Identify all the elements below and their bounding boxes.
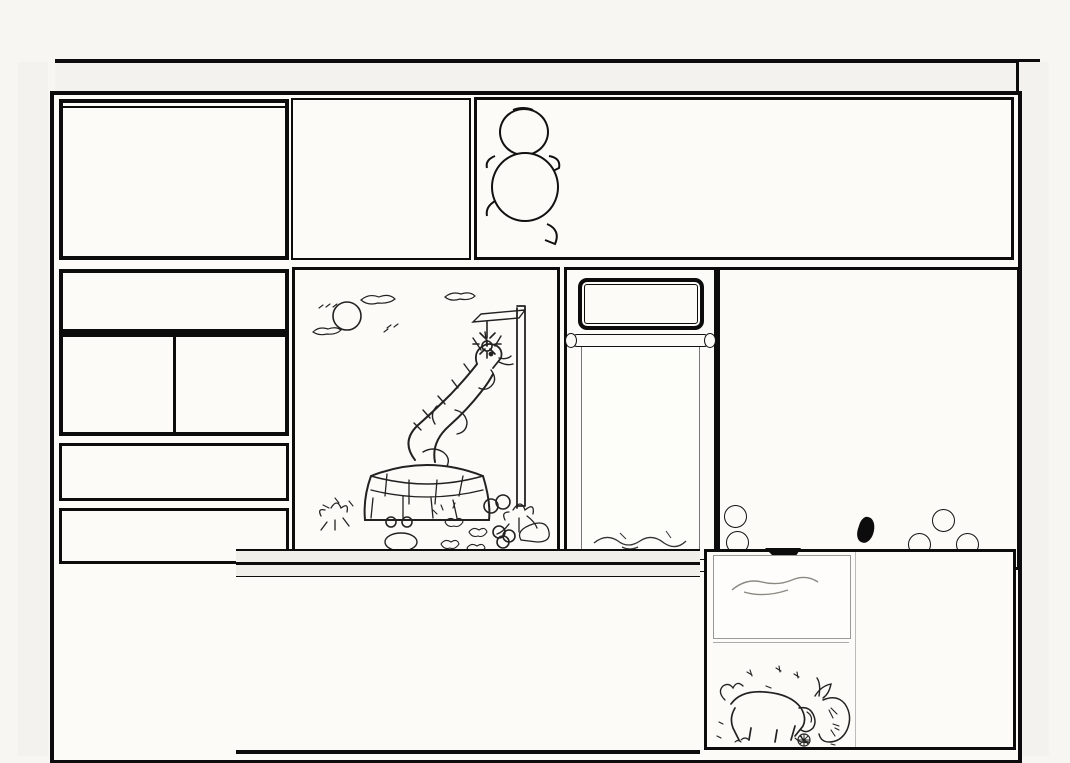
result-small-label (63, 337, 176, 432)
chart-stat-row-b (236, 590, 700, 603)
article-small-numbers (722, 276, 864, 560)
hot-weak-table (59, 99, 289, 260)
treasure-map-title (578, 278, 704, 330)
chart-header-numbers (236, 549, 700, 563)
scroll-top-rod (571, 334, 710, 347)
article-odd-numbers (870, 276, 1012, 560)
result-kind-box (59, 333, 289, 436)
decode-signature-panel (713, 555, 851, 639)
chart-stat-row-c (236, 602, 700, 615)
scroll-paper (581, 347, 700, 559)
hot-weak-table-header (63, 108, 285, 110)
gourd-top-number (499, 108, 549, 156)
decode-man-box (704, 549, 1016, 750)
result-title-box (59, 269, 289, 333)
fortune-tips-box (291, 98, 471, 260)
gourd-bottom-number (491, 152, 559, 222)
chart-footer-numbers (236, 563, 700, 577)
dragon-illustration (295, 270, 557, 561)
trend-chart (236, 549, 700, 754)
ox-illustration (711, 660, 861, 750)
result-odd-label (176, 337, 286, 432)
result-numbers-box (59, 443, 289, 501)
gourd-illustration (483, 104, 563, 254)
top-border-strip (55, 59, 1040, 95)
main-frame (50, 91, 1022, 763)
left-border-strip (18, 62, 48, 756)
signature-scribble (714, 556, 848, 636)
decode-man-title (713, 640, 849, 643)
chart-stat-row-a (236, 577, 700, 590)
treasure-map-box (564, 267, 717, 564)
dragon-picture-box (292, 267, 560, 564)
analysis-panel (717, 267, 1020, 570)
lucky-circle-13 (932, 509, 955, 532)
ink-squiggle (590, 525, 700, 551)
masthead-box (474, 97, 1014, 260)
lucky-circle-9 (724, 505, 747, 528)
